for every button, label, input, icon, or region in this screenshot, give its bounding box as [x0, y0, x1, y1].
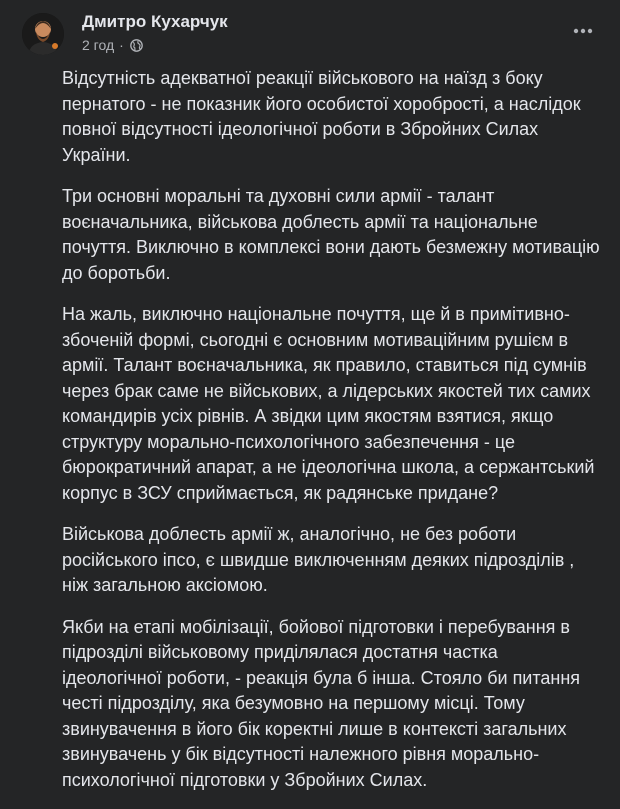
post-time[interactable]: 2 год	[82, 37, 115, 53]
meta-separator: ·	[119, 37, 124, 53]
post-header	[16, 8, 604, 58]
post-paragraph-3: На жаль, виключно національне почуття, ще й в примітивно-збоченій формі, сьогодні є основним мотиваційним рушієм в армії. Талант воєначальника, як правило, ставиться під сумнів через брак саме не військових, а лідерських якостей тих самих командирів усіх рівнів. А звідки цим якостям взятися, якщо структуру морально-психологічного забезпечення - це бюрократичний апарат, а не ідеологічна школа, а сержантський корпус в ЗСУ сприймається, як радянське придане?	[62, 304, 595, 503]
post-paragraph-1: Відсутність адекватної реакції військового на наїзд з боку пернатого - не показник його особистої хоробрості, а наслідок повної відсутності ідеологічної роботи в Збройних Силах України.	[62, 68, 581, 165]
globe-icon	[130, 39, 143, 52]
post-body	[62, 66, 602, 809]
post-paragraph-2: Три основні моральні та духовні сили армії - талант воєначальника, військова доблесть армії та національне почуття. Виключно в комплексі вони дають безмежну мотивацію до боротьби.	[62, 186, 600, 283]
post-paragraph-5: Якби на етапі мобілізації, бойової підготовки і перебування в підрозділі військовому приділялася достатня частка ідеологічної роботи, - реакція була б інша. Стояло би питання честі підрозділу, яка безумовно на першому місці. Тому звинувачення в його бік коректні лише в контексті загальних звинувачень у бік відсутності належного рівня морально-психологічної підготовки у Збройних Силах.	[62, 616, 581, 790]
more-options-icon[interactable]	[570, 18, 596, 44]
avatar[interactable]	[22, 13, 64, 55]
author-name[interactable]: Дмитро Кухарчук	[82, 12, 228, 31]
post-paragraph-4: Військова доблесть армії ж, аналогічно, не без роботи російського іпсо, є швидше виключенням деяких підрозділів , ніж загальною аксіомою.	[62, 524, 575, 595]
post-meta	[82, 37, 143, 53]
